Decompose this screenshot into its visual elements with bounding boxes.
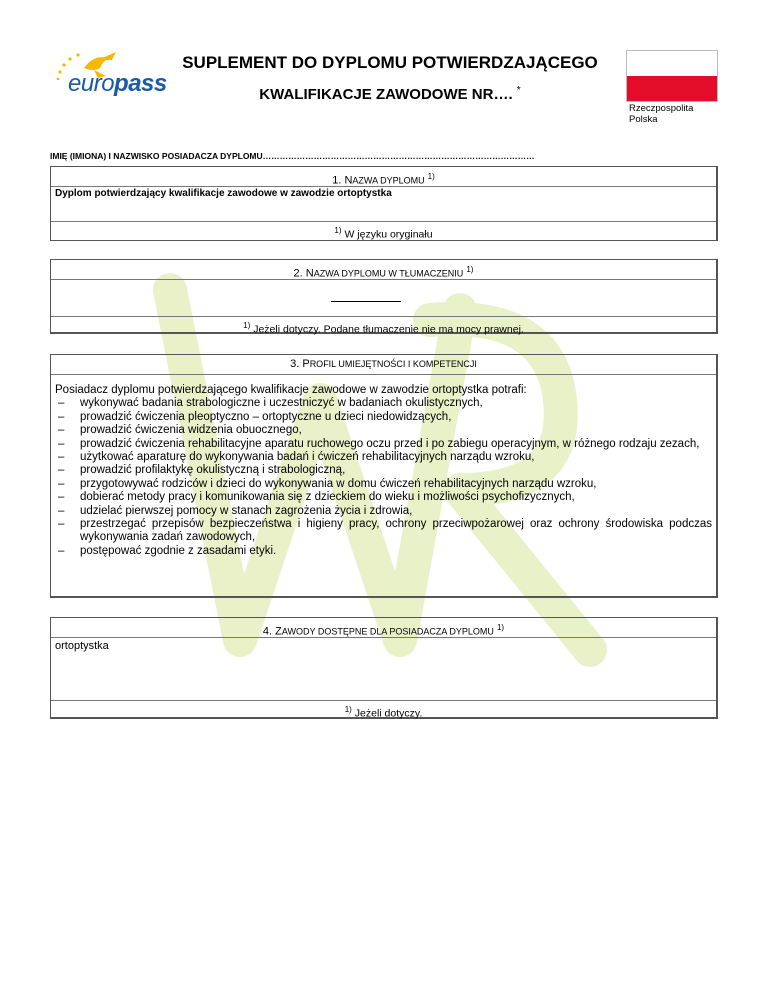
section4-footnote-sup: 1) bbox=[344, 705, 352, 714]
europass-logo bbox=[54, 50, 167, 100]
section3-header bbox=[51, 355, 716, 375]
section1-footnote-sup: 1) bbox=[334, 226, 342, 235]
section1-header bbox=[51, 167, 716, 187]
section1-title: AZWA DYPLOMU bbox=[352, 175, 425, 186]
polish-flag bbox=[626, 50, 718, 102]
list-item: – przestrzegać przepisów bezpieczeństwa i higieny pracy, ochrony przeciwpożarowej oraz ochrony środowiska podczas wykonywania zadań zawodowych, bbox=[55, 518, 712, 545]
section2-number: 2. N bbox=[293, 267, 314, 280]
logo-text-euro: euro bbox=[68, 70, 115, 97]
section4-header bbox=[51, 618, 716, 638]
section1-footnote bbox=[51, 221, 716, 239]
title-line-2 bbox=[160, 80, 620, 106]
flag-label-line2: Polska bbox=[629, 114, 658, 125]
section1-number: 1. N bbox=[332, 174, 353, 187]
section-diploma-name bbox=[50, 166, 718, 241]
section4-sup: 1) bbox=[496, 623, 505, 632]
holder-name-line: IMIĘ (IMIONA) I NAZWISKO POSIADACZA DYPLOMU…………………………………………………………………………………… bbox=[50, 151, 535, 161]
section2-blank-line bbox=[331, 301, 401, 302]
title-line-1: SUPLEMENT DO DYPLOMU POTWIERDZAJĄCEGO bbox=[182, 53, 598, 72]
section-diploma-translation bbox=[50, 259, 718, 334]
section2-sup: 1) bbox=[466, 265, 474, 274]
list-item: – prowadzić ćwiczenia pleoptyczno – ortoptyczne u dzieci niedowidzących, bbox=[55, 411, 712, 424]
section2-header bbox=[51, 260, 716, 280]
document-title bbox=[160, 52, 620, 106]
section-skills-profile bbox=[50, 354, 718, 598]
list-item: – prowadzić ćwiczenia widzenia obuocznego, bbox=[55, 424, 712, 437]
flag-label bbox=[629, 103, 693, 125]
list-item: – prowadzić profilaktykę okulistyczną i strabologiczną, bbox=[55, 464, 712, 477]
flag-white-stripe bbox=[627, 51, 717, 76]
list-item: – postępować zgodnie z zasadami etyki. bbox=[55, 545, 712, 558]
title-asterisk: * bbox=[516, 85, 521, 96]
section3-title: ROFIL UMIEJĘTNOŚCI I KOMPETENCJI bbox=[309, 359, 477, 369]
section3-intro: Posiadacz dyplomu potwierdzającego kwalifikacje zawodowe w zawodzie ortoptystka potrafi: bbox=[55, 384, 527, 396]
section-occupations bbox=[50, 617, 718, 719]
section2-footnote bbox=[51, 316, 716, 334]
section1-content: Dyplom potwierdzający kwalifikacje zawodowe w zawodzie ortoptystka bbox=[55, 188, 392, 199]
section3-content bbox=[51, 375, 716, 558]
section4-number: 4. Z bbox=[262, 625, 282, 638]
list-item: – udzielać pierwszej pomocy w stanach zagrożenia życia i zdrowia, bbox=[55, 505, 712, 518]
title-line-2-text: KWALIFIKACJE ZAWODOWE NR…. bbox=[259, 86, 517, 103]
list-item: – wykonywać badania strabologiczne i uczestniczyć w badaniach okulistycznych, bbox=[55, 397, 712, 410]
section4-footnote-text: Jeżeli dotyczy. bbox=[351, 707, 423, 720]
section4-footnote bbox=[51, 700, 716, 718]
list-item: – dobierać metody pracy i komunikowania się z dzieckiem do wieku i możliwości psychofizycznych, bbox=[55, 491, 712, 504]
list-item: – użytkować aparaturę do wykonywania badań i ćwiczeń rehabilitacyjnych narządu wzroku, bbox=[55, 451, 712, 464]
section2-footnote-sup: 1) bbox=[243, 321, 251, 330]
flag-red-stripe bbox=[627, 76, 717, 101]
section2-content bbox=[51, 280, 716, 316]
section1-sup: 1) bbox=[427, 172, 435, 181]
list-item: – prowadzić ćwiczenia rehabilitacyjne aparatu ruchowego oczu przed i po zabiegu operacyjnym, w różnego rodzaju zezach, bbox=[55, 438, 712, 451]
flag-label-line1: Rzeczpospolita bbox=[629, 103, 694, 114]
section1-footnote-text: W języku oryginału bbox=[341, 228, 433, 241]
logo-text-pass: pass bbox=[114, 70, 167, 97]
section3-number: 3. P bbox=[290, 358, 310, 370]
list-item: – przygotowywać rodziców i dzieci do wykonywania w domu ćwiczeń rehabilitacyjnych narządu wzroku, bbox=[55, 478, 712, 491]
skills-list bbox=[55, 397, 712, 558]
section2-footnote-text: Jeżeli dotyczy. Podane tłumaczenie nie ma mocy prawnej. bbox=[250, 323, 524, 336]
section2-title: AZWA DYPLOMU W TŁUMACZENIU bbox=[313, 268, 464, 279]
section4-content: ortoptystka bbox=[55, 640, 109, 652]
section4-title: AWODY DOSTĘPNE DLA POSIADACZA DYPLOMU bbox=[281, 626, 494, 637]
